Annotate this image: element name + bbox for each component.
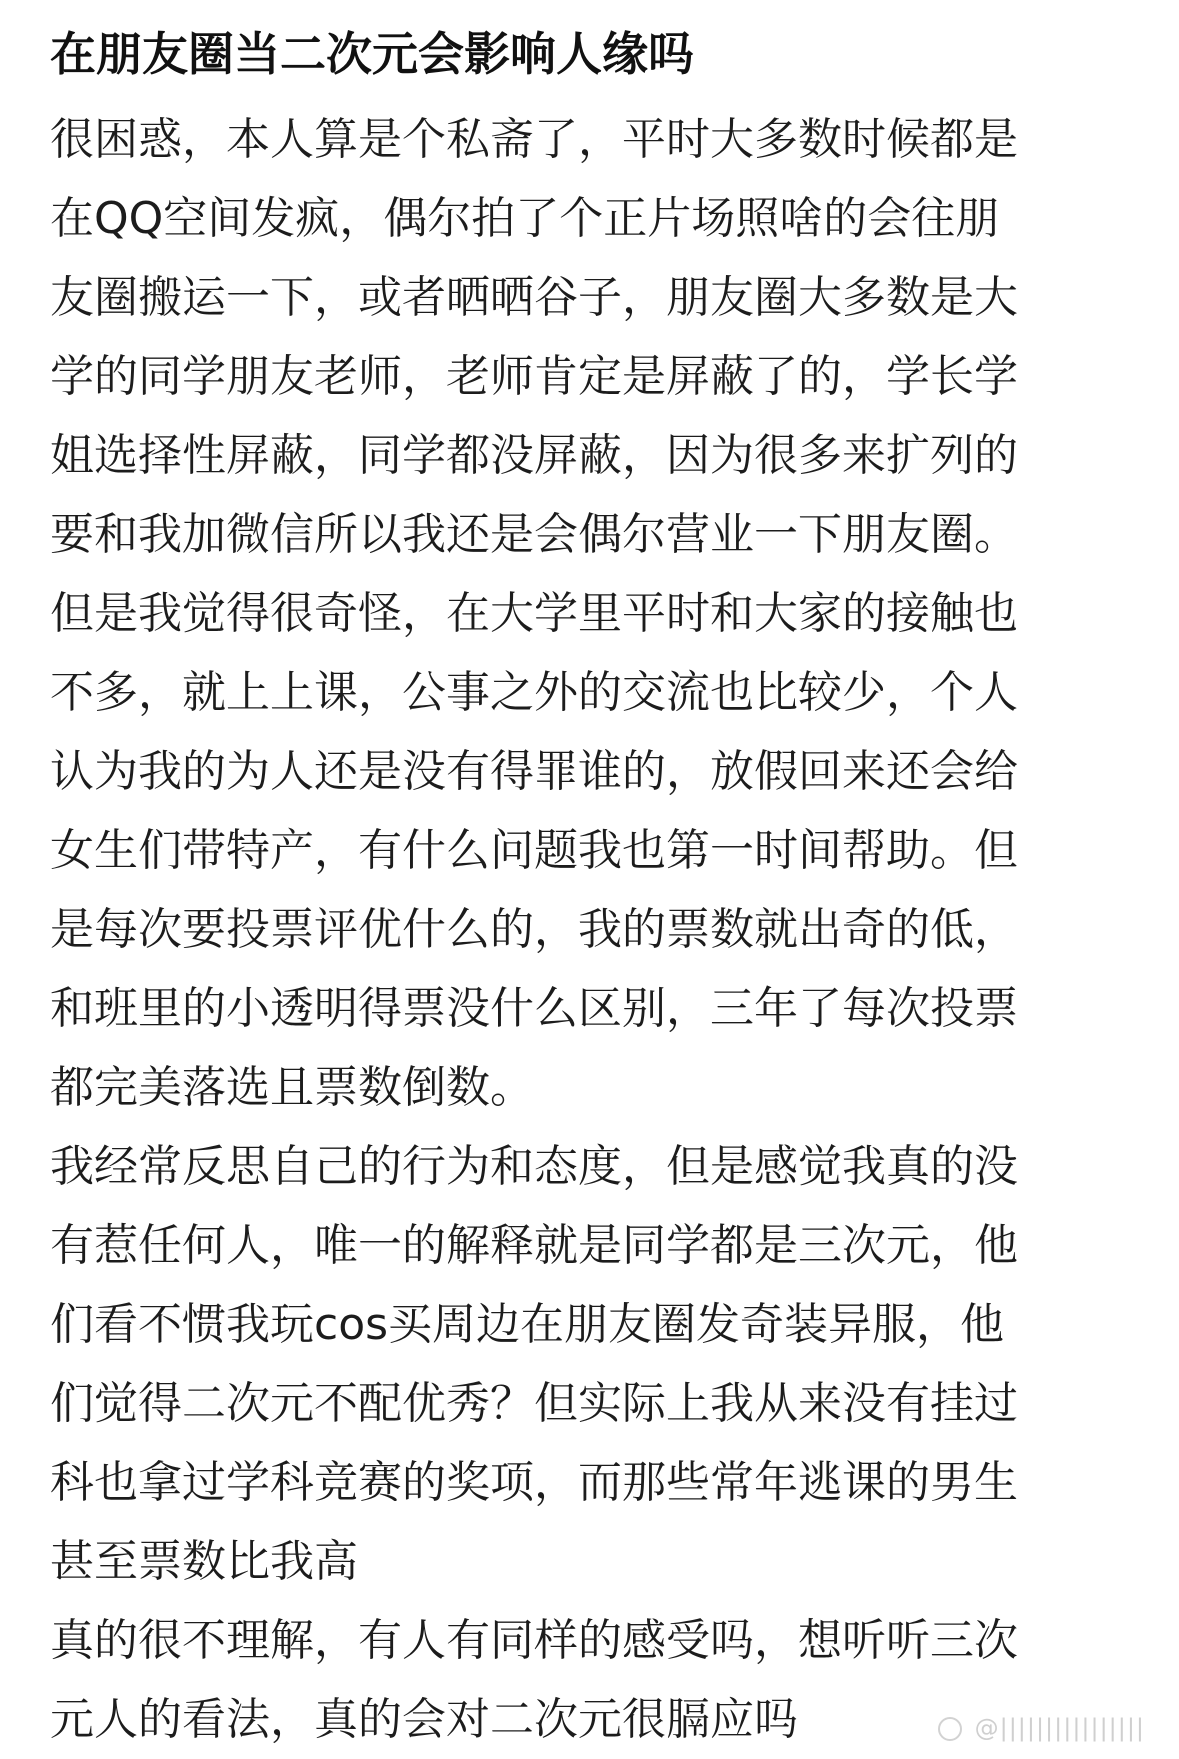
body-line: 但是我觉得很奇怪，在大学里平时和大家的接触也	[50, 588, 1018, 639]
body-line: 们觉得二次元不配优秀？但实际上我从来没有挂过	[50, 1378, 1018, 1429]
weibo-logo-icon	[938, 1717, 962, 1741]
body-line: 要和我加微信所以我还是会偶尔营业一下朋友圈。	[50, 509, 1018, 560]
watermark	[938, 1714, 1145, 1742]
body-line: 学的同学朋友老师，老师肯定是屏蔽了的，学长学	[50, 351, 1018, 402]
body-line: 不多，就上上课，公事之外的交流也比较少，个人	[50, 667, 1018, 718]
post-title: 在朋友圈当二次元会影响人缘吗	[50, 27, 694, 81]
body-line: 姐选择性屏蔽，同学都没屏蔽，因为很多来扩列的	[50, 430, 1018, 481]
body-line: 元人的看法，真的会对二次元很膈应吗	[50, 1694, 798, 1745]
body-line: 是每次要投票评优什么的，我的票数就出奇的低，	[50, 904, 1018, 955]
body-line: 们看不惯我玩cos买周边在朋友圈发奇装异服，他	[50, 1299, 1005, 1350]
body-line: 都完美落选且票数倒数。	[50, 1062, 534, 1113]
body-line: 甚至票数比我高	[50, 1536, 358, 1587]
post	[50, 22, 1135, 1759]
watermark-text: @||||||||||||||||	[974, 1714, 1145, 1742]
body-line: 有惹任何人，唯一的解释就是同学都是三次元，他	[50, 1220, 1018, 1271]
body-line: 和班里的小透明得票没什么区别，三年了每次投票	[50, 983, 1018, 1034]
body-line: 很困惑，本人算是个私斋了，平时大多数时候都是	[50, 114, 1018, 165]
body-line: 在QQ空间发疯，偶尔拍了个正片场照啥的会往朋	[50, 193, 1000, 244]
body-line: 科也拿过学科竞赛的奖项，而那些常年逃课的男生	[50, 1457, 1018, 1508]
body-line: 女生们带特产，有什么问题我也第一时间帮助。但	[50, 825, 1018, 876]
body-line: 我经常反思自己的行为和态度，但是感觉我真的没	[50, 1141, 1018, 1192]
body-line: 友圈搬运一下，或者晒晒谷子，朋友圈大多数是大	[50, 272, 1018, 323]
body-line: 认为我的为人还是没有得罪谁的，放假回来还会给	[50, 746, 1018, 797]
post-body	[50, 100, 1135, 1759]
body-line: 真的很不理解，有人有同样的感受吗，想听听三次	[50, 1615, 1018, 1666]
